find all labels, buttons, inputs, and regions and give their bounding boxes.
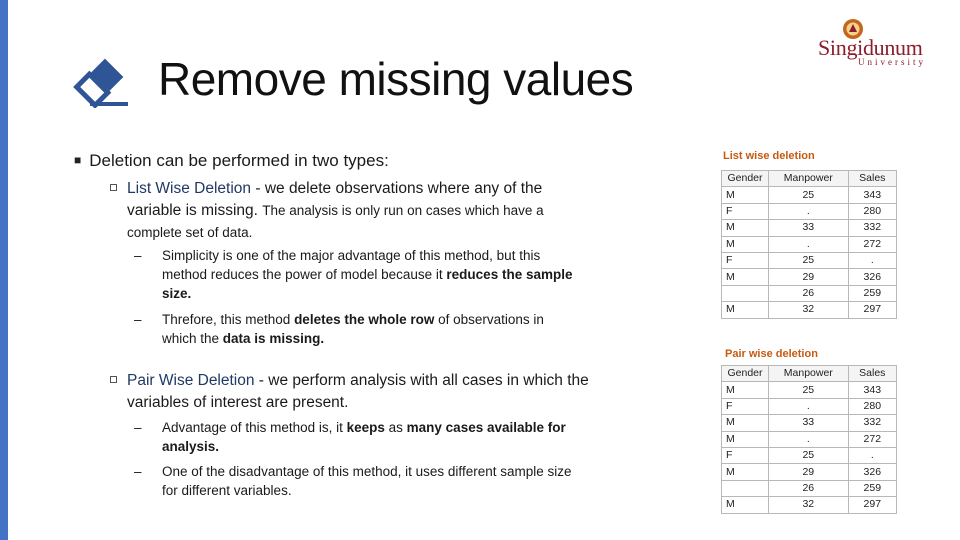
table-row: [722, 203, 897, 219]
table-cell: M: [722, 382, 769, 398]
pairwise-table: [721, 365, 897, 514]
table-row: [722, 252, 897, 268]
table-cell: 29: [769, 464, 849, 480]
column-header: Manpower: [769, 366, 849, 382]
table-cell: 326: [848, 269, 896, 285]
table-cell: .: [769, 431, 849, 447]
table-cell: 343: [848, 382, 896, 398]
listwise-point-1: – Simplicity is one of the major advantage of this method, but this method reduces the power of model because it reduces the sample size.: [134, 248, 573, 301]
table-cell: M: [722, 187, 769, 203]
hollow-square-bullet-icon: [110, 376, 117, 383]
table-cell: M: [722, 497, 769, 513]
listwise-term: List Wise Deletion: [127, 180, 252, 197]
table-row: [722, 285, 897, 301]
table-cell: 332: [848, 220, 896, 236]
table-cell: 26: [769, 480, 849, 496]
table-cell: 26: [769, 285, 849, 301]
hollow-square-bullet-icon: [110, 184, 117, 191]
pairwise-item: Pair Wise Deletion - we perform analysis with all cases in which the variables of interest are present.: [110, 370, 670, 414]
listwise-item: List Wise Deletion - we delete observations where any of the variable is missing. The analysis is only run on cases which have a complete set of data.: [110, 178, 670, 244]
table-row: [722, 398, 897, 414]
bullet-deletion-types: ■ Deletion can be performed in two types:: [74, 151, 389, 170]
table-row: [722, 382, 897, 398]
table-header-row: [722, 366, 897, 382]
table-cell: M: [722, 464, 769, 480]
accent-bar: [0, 0, 8, 540]
table-cell: F: [722, 203, 769, 219]
table-cell: [722, 480, 769, 496]
table-row: [722, 269, 897, 285]
pairwise-point-1: – Advantage of this method is, it keeps as many cases available for analysis.: [134, 420, 566, 454]
listwise-point-2: – Threfore, this method deletes the whole row of observations in which the data is missing.: [134, 312, 544, 346]
table-cell: M: [722, 415, 769, 431]
table-cell: [722, 285, 769, 301]
table-cell: 297: [848, 302, 896, 318]
table-cell: .: [769, 203, 849, 219]
table-cell: F: [722, 447, 769, 463]
table-cell: M: [722, 220, 769, 236]
table-cell: .: [769, 236, 849, 252]
table-cell: 33: [769, 220, 849, 236]
table-row: [722, 187, 897, 203]
table-cell: 25: [769, 252, 849, 268]
page-title: Remove missing values: [158, 53, 634, 105]
table-cell: 25: [769, 187, 849, 203]
table-cell: 32: [769, 497, 849, 513]
table-cell: 297: [848, 497, 896, 513]
table-row: [722, 497, 897, 513]
logo-name: Singidunum: [818, 35, 923, 60]
table-cell: 32: [769, 302, 849, 318]
table-row: [722, 302, 897, 318]
listwise-table-title: List wise deletion: [723, 150, 815, 162]
table-cell: M: [722, 302, 769, 318]
university-logo: [812, 18, 942, 66]
column-header: Gender: [722, 366, 769, 382]
logo-subtitle: University: [858, 57, 926, 67]
table-row: [722, 447, 897, 463]
table-cell: .: [848, 447, 896, 463]
table-cell: 280: [848, 203, 896, 219]
table-row: [722, 220, 897, 236]
table-cell: M: [722, 236, 769, 252]
table-cell: 326: [848, 464, 896, 480]
table-header-row: [722, 171, 897, 187]
table-cell: 332: [848, 415, 896, 431]
table-cell: .: [848, 252, 896, 268]
table-cell: 25: [769, 447, 849, 463]
table-cell: 259: [848, 285, 896, 301]
table-cell: 25: [769, 382, 849, 398]
table-row: [722, 236, 897, 252]
pairwise-table-title: Pair wise deletion: [725, 348, 818, 360]
table-cell: 29: [769, 269, 849, 285]
table-cell: M: [722, 269, 769, 285]
table-row: [722, 431, 897, 447]
column-header: Sales: [848, 171, 896, 187]
table-cell: M: [722, 431, 769, 447]
table-cell: 280: [848, 398, 896, 414]
column-header: Gender: [722, 171, 769, 187]
table-cell: 272: [848, 236, 896, 252]
table-cell: 259: [848, 480, 896, 496]
table-cell: 343: [848, 187, 896, 203]
table-cell: .: [769, 398, 849, 414]
table-row: [722, 415, 897, 431]
column-header: Manpower: [769, 171, 849, 187]
eraser-icon: [70, 56, 134, 108]
table-cell: F: [722, 252, 769, 268]
table-row: [722, 464, 897, 480]
table-cell: 272: [848, 431, 896, 447]
square-bullet-icon: ■: [74, 153, 82, 167]
pairwise-term: Pair Wise Deletion: [127, 372, 255, 389]
table-cell: 33: [769, 415, 849, 431]
column-header: Sales: [848, 366, 896, 382]
listwise-table: [721, 170, 897, 319]
table-row: [722, 480, 897, 496]
table-cell: F: [722, 398, 769, 414]
pairwise-point-2: – One of the disadvantage of this method, it uses different sample size for different variables.: [134, 464, 572, 498]
